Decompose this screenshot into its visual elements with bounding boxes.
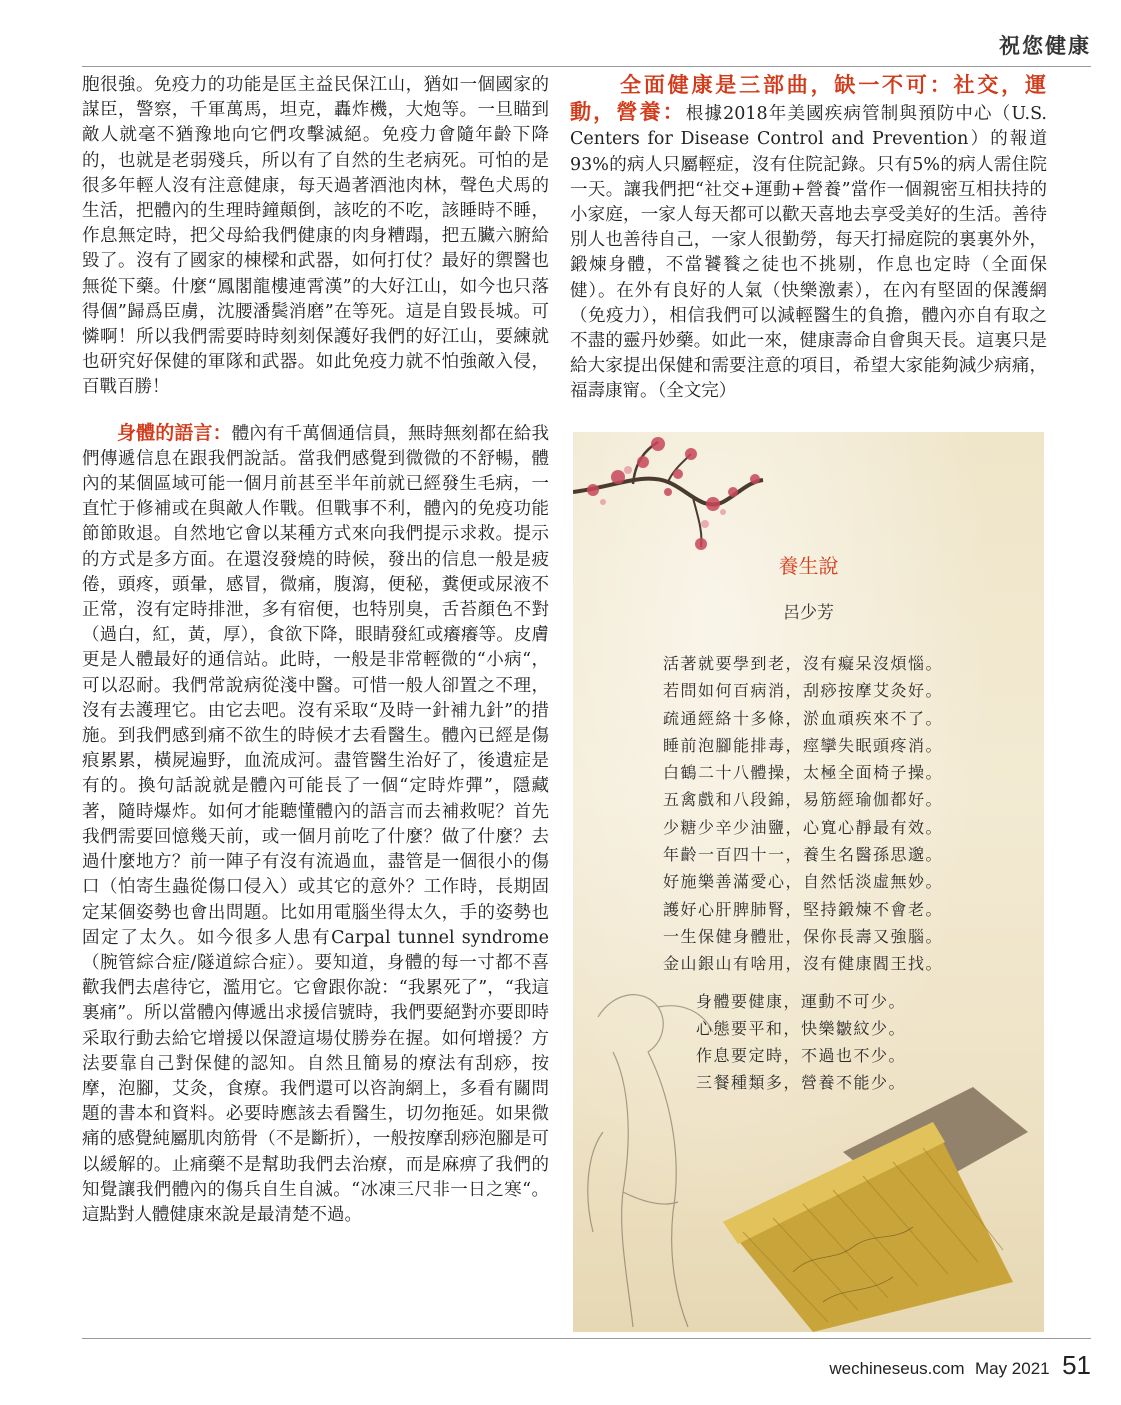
poem-line: 白鶴二十八體操，太極全面椅子操。	[663, 763, 944, 783]
header-divider	[82, 66, 1091, 67]
poem-author: 呂少芳	[783, 603, 834, 623]
page-number: 51	[1062, 1350, 1091, 1380]
poem-illustration-box	[573, 432, 1044, 1332]
body-language-heading: 身體的語言：	[117, 421, 232, 444]
poem-stanza-1	[663, 650, 943, 978]
poem-line: 金山銀山有啥用，沒有健康閻王找。	[663, 954, 944, 974]
section-title: 祝您健康	[999, 33, 1091, 58]
poem-line: 活著就要學到老，沒有癡呆沒煩惱。	[663, 654, 944, 673]
left-column	[82, 73, 549, 1228]
poem-line: 年齡一百四十一，養生名醫孫思邈。	[663, 845, 944, 865]
poem-line: 好施樂善滿愛心，自然恬淡虛無妙。	[663, 872, 944, 892]
poem-line: 五禽戲和八段錦，易筋經瑜伽都好。	[663, 790, 944, 810]
poem-line: 少糖少辛少油鹽，心寬心靜最有效。	[663, 817, 944, 837]
poem-line: 若問如何百病消，刮痧按摩艾灸好。	[663, 681, 944, 701]
footer-divider	[82, 1338, 1091, 1339]
left-paragraph-1: 胞很強。免疫力的功能是匡主益民保江山，猶如一個國家的謀臣，警察，千軍萬馬，坦克，轟炸機，大炮等。一旦瞄到敵人就毫不猶豫地向它們攻擊滅絕。免疫力會隨年齡下降的，也就是老弱殘兵，所以有了自然的生老病死。可怕的是很多年輕人沒有注意健康，每天過著酒池肉林，聲色犬馬的生活，把體內的生理時鐘顛倒，該吃的不吃，該睡時不睡，作息無定時，把父母給我們健康的肉身糟蹋，把五臟六腑給毀了。沒有了國家的棟樑和武器，如何打仗？最好的禦醫也無從下藥。什麼“鳳閣龍樓連霄漢”的大好江山，如今也只落得個”歸爲臣虜，沈腰潘鬓消磨”在等死。這是自毀長城。可憐啊！所以我們需要時時刻刻保護好我們的好江山，要練就也研究好保健的軍隊和武器。如此免疫力就不怕強敵入侵，百戰百勝！	[82, 75, 549, 398]
right-paragraph	[570, 73, 1047, 405]
poem-line: 作息要定時，不過也不少。	[696, 1046, 907, 1065]
poem-line: 身體要健康，運動不可少。	[696, 992, 907, 1011]
poem-line: 睡前泡腳能排毒，痙攣失眠頭疼消。	[663, 735, 944, 755]
holistic-health-heading: 全面健康是三部曲，缺一不可：社交，運動，營養：	[570, 73, 1047, 125]
holistic-health-text: 根據2018年美國疾病管制與預防中心（U.S. Centers for Disease Control and Prevention）的報道93%的病人只屬輕症，沒有住院記錄。只有5%的病人需住院一天。讓我們把“社交+運動+營養”當作一個親密互相扶持的小家庭，一家人每天都可以歡天喜地去享受美好的生活。善待別人也善待自己，一家人很勤勞，每天打掃庭院的裏裏外外，鍛煉身體，不當饕餮之徒也不挑剔，作息也定時（全面保健）。在外有良好的人氣（快樂激素），在內有堅固的保護網（免疫力），相信我們可以減輕醫生的負擔，體內亦自有取之不盡的靈丹妙藥。如此一來，健康壽命自會與天長。這裏只是給大家提出保健和需要注意的項目，希望大家能夠減少病痛，福壽康甯。（全文完）	[570, 104, 1047, 402]
footer-date: May 2021	[974, 1359, 1050, 1378]
left-paragraph-2	[82, 421, 549, 1229]
footer-website: wechineseus.com	[829, 1359, 965, 1378]
poem-line: 護好心肝脾肺腎，堅持鍛煉不會老。	[663, 899, 944, 919]
body-language-text: 體內有千萬個通信員，無時無刻都在給我們傳遞信息在跟我們說話。當我們感覺到微微的不舒暢，體內的某個區域可能一個月前甚至半年前就已經發生毛病，一直忙于修補或在與敵人作戰。但戰事不利，體內的免疫功能節節敗退。自然地它會以某種方式來向我們提示求救。提示的方式是多方面。在還沒發燒的時候，發出的信息一般是疲倦，頭疼，頭暈，感冒，微痛，腹瀉，便秘，糞便或尿液不正常，沒有定時排泄，多有宿便，也特別臭，舌苔顏色不對（過白，紅，黃，厚），食欲下降，眼睛發紅或癢癢等。皮膚更是人體最好的通信站。此時，一般是非常輕微的“小病“，可以忍耐。我們常說病從淺中醫。可惜一般人卻置之不理，沒有去護理它。由它去吧。沒有采取“及時一針補九針”的措施。到我們感到痛不欲生的時候才去看醫生。體內已經是傷痕累累，橫屍遍野，血流成河。盡管醫生治好了，後遺症是有的。換句話說就是體內可能長了一個“定時炸彈”，隱藏著，隨時爆炸。如何才能聽懂體內的語言而去補救呢？首先我們需要回憶幾天前，或一個月前吃了什麼？做了什麼？去過什麼地方？前一陣子有沒有流過血，盡管是一個很小的傷口（怕寄生蟲從傷口侵入）或其它的意外？工作時，長期固定某個姿勢也會出問題。比如用電腦坐得太久，手的姿勢也固定了太久。如今很多人患有Carpal tunnel syndrome （腕管綜合症/隧道綜合症）。要知道，身體的每一寸都不喜歡我們去虐待它，濫用它。它會跟你說：“我累死了”，“我這裏痛”。所以當體內傳遞出求援信號時，我們要絕對亦要即時采取行動去給它增援以保證這場仗勝券在握。如何增援？方法要靠自己對保健的認知。自然且簡易的療法有刮痧，按摩，泡腳，艾灸，食療。我們還可以咨詢網上，多看有關問題的書本和資料。必要時應該去看醫生，切勿拖延。如果微痛的感覺純屬肌肉筋骨（不是斷折），一般按摩刮痧泡腳是可以緩解的。止痛藥不是幫助我們去治療，而是麻痹了我們的知覺讓我們體內的傷兵自生自滅。“冰凍三尺非一日之寒“。這點對人體健康來說是最清楚不過。	[82, 423, 549, 1225]
poem-line: 心態要平和，快樂皺紋少。	[696, 1019, 907, 1038]
page-footer	[829, 1350, 1091, 1381]
poem-stanza-2	[696, 988, 906, 1096]
poem-title: 養生說	[778, 554, 839, 578]
poem-line: 一生保健身體壯，保你長壽又強腦。	[663, 926, 944, 946]
poem-line: 三餐種類多，營養不能少。	[696, 1073, 907, 1092]
poem-line: 疏通經絡十多條，淤血頑疾來不了。	[663, 708, 944, 728]
right-column	[570, 73, 1047, 405]
